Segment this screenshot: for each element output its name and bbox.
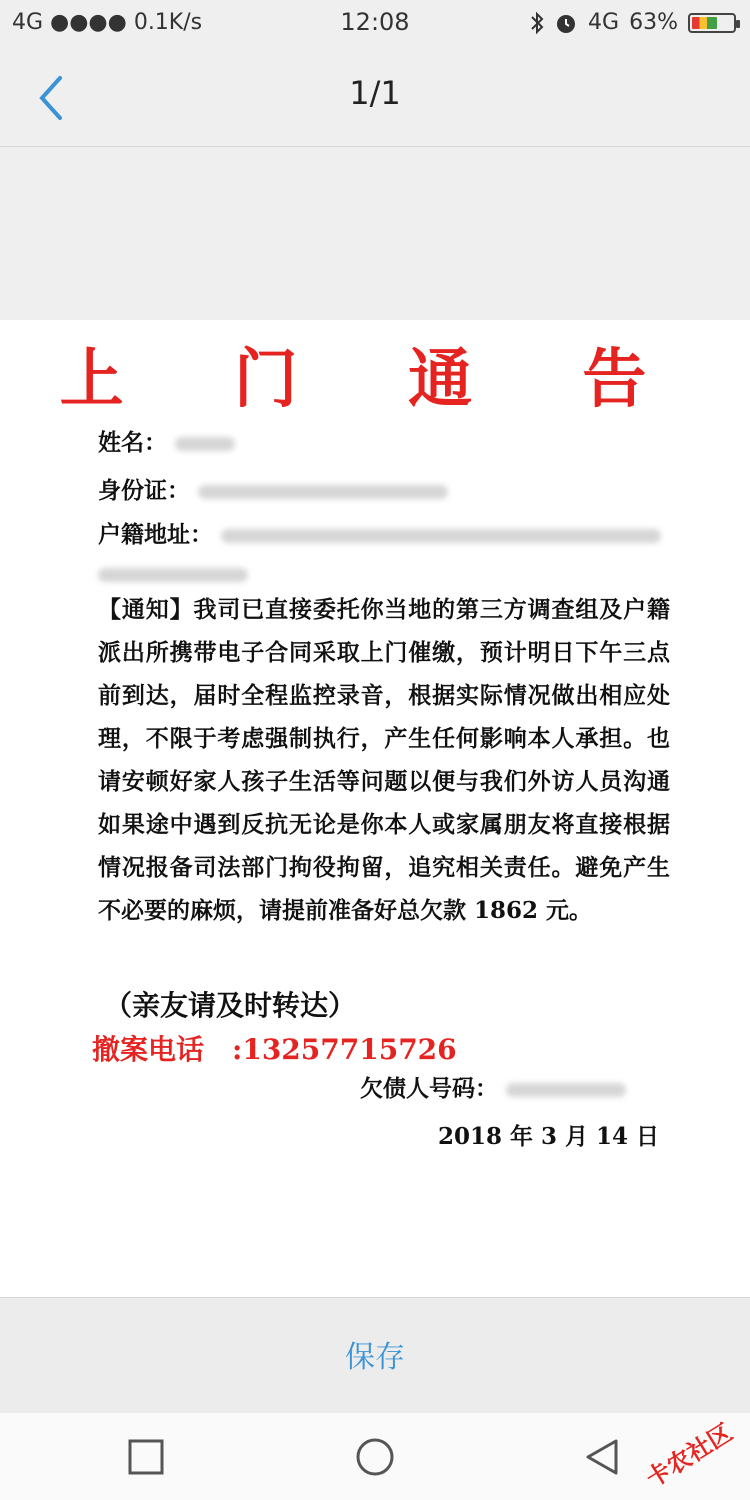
triangle-back-icon xyxy=(580,1435,624,1479)
home-button[interactable] xyxy=(353,1435,397,1479)
battery-icon xyxy=(688,13,736,33)
recent-apps-button[interactable] xyxy=(124,1435,168,1479)
notice-body: 【通知】我司已直接委托你当地的第三方调查组及户籍派出所携带电子合同采取上门催缴，预计明日下午三点前到达，届时全程监控录音，根据实际情况做出相应处理，不限于考虑强制执行，产生任何影响本人承担。也请安顿好家人孩子生活等问题以便与我们外访人员沟通如果途中遇到反抗无论是你本人或家属朋友将直接根据情况报备司法部门拘役拘留，追究相关责任。避免产生不必要的麻烦，请提前准备好总欠款 1862 元。 xyxy=(98,596,670,924)
notice-date: 2018 年 3 月 14 日 xyxy=(438,1123,660,1150)
redacted-address-2 xyxy=(98,568,248,582)
bluetooth-icon xyxy=(530,11,544,35)
circle-icon xyxy=(353,1435,397,1479)
debtor-label: 欠债人号码： xyxy=(360,1075,498,1102)
navigation-bar xyxy=(0,1413,750,1500)
name-label: 姓名： xyxy=(98,429,167,456)
notice-title: 上 门 通 告 xyxy=(59,342,691,417)
status-icons xyxy=(530,10,736,35)
id-label: 身份证： xyxy=(98,477,190,504)
battery-fill xyxy=(692,17,717,29)
notice-image xyxy=(0,320,750,1326)
back-nav-button[interactable] xyxy=(580,1435,624,1479)
header-bar xyxy=(0,48,750,147)
address-field xyxy=(98,516,661,549)
image-viewer[interactable] xyxy=(0,147,750,1297)
save-button[interactable]: 保存 xyxy=(345,1340,405,1375)
friends-note: （亲友请及时转达） xyxy=(104,989,357,1022)
debtor-field xyxy=(360,1070,626,1103)
battery-percent: 63% xyxy=(629,10,678,35)
id-field xyxy=(98,472,448,505)
page-counter: 1/1 xyxy=(349,74,401,112)
name-field xyxy=(98,424,235,457)
clock: 12:08 xyxy=(340,8,410,36)
redacted-id xyxy=(198,485,448,499)
watermark: 卡农社区 xyxy=(641,1418,738,1493)
redacted-debtor-number xyxy=(506,1083,626,1097)
save-bar xyxy=(0,1297,750,1414)
status-bar xyxy=(0,0,750,48)
redacted-address xyxy=(221,529,661,543)
signal-4g: 4G xyxy=(588,10,620,35)
hotline-text: 撤案电话 :13257715726 xyxy=(92,1033,457,1066)
network-status: 4G ●●●● 0.1K/s xyxy=(12,10,203,35)
address-label: 户籍地址： xyxy=(98,521,213,548)
redacted-name xyxy=(175,437,235,451)
alarm-icon xyxy=(554,11,578,35)
square-icon xyxy=(124,1435,168,1479)
address-field-line2 xyxy=(98,560,248,587)
